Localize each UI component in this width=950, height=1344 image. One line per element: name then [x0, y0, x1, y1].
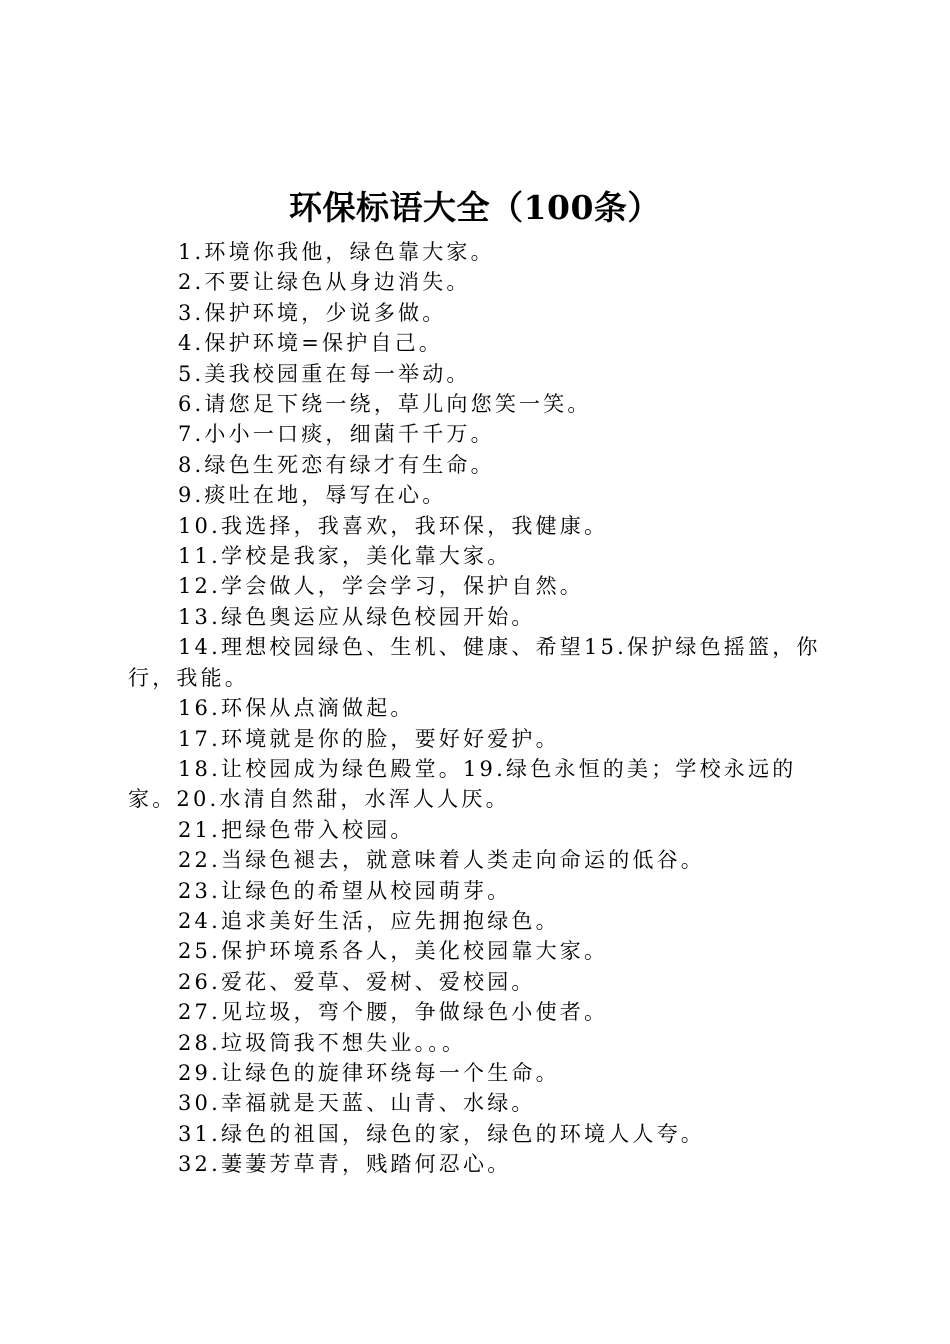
slogan-paragraph: 17.环境就是你的脸，要好好爱护。	[178, 726, 560, 751]
slogan-paragraph: 24.追求美好生活，应先拥抱绿色。	[178, 908, 560, 933]
slogan-paragraph: 32.萋萋芳草青，贱踏何忍心。	[178, 1152, 512, 1177]
slogan-paragraph: 12.学会做人，学会学习，保护自然。	[178, 574, 584, 599]
slogan-paragraph: 6.请您足下绕一绕，草儿向您笑一笑。	[178, 392, 592, 417]
slogan-paragraph: 26.爱花、爱草、爱树、爱校园。	[178, 969, 536, 994]
slogan-paragraph: 21.把绿色带入校园。	[178, 817, 415, 842]
slogan-paragraph: 1.环境你我他，绿色靠大家。	[178, 240, 495, 264]
slogan-paragraph: 31.绿色的祖国，绿色的家，绿色的环境人人夸。	[178, 1121, 705, 1146]
slogan-paragraph: 5.美我校园重在每一举动。	[178, 361, 471, 386]
slogan-paragraph: 18.让校园成为绿色殿堂。19.绿色永恒的美；学校永远的家。20.水清自然甜，水浑人人厌。	[128, 756, 797, 812]
slogan-paragraph: 23.让绿色的希望从校园萌芽。	[178, 878, 512, 903]
slogan-paragraph: 16.环保从点滴做起。	[178, 696, 415, 721]
slogan-paragraph: 29.让绿色的旋律环绕每一个生命。	[178, 1060, 560, 1085]
slogan-paragraph: 10.我选择，我喜欢，我环保，我健康。	[178, 513, 609, 538]
slogan-paragraph: 11.学校是我家，美化靠大家。	[178, 544, 512, 569]
slogan-paragraph: 8.绿色生死恋有绿才有生命。	[178, 452, 495, 477]
document-body	[128, 237, 830, 1180]
slogan-paragraph: 4.保护环境=保护自己。	[178, 331, 444, 356]
slogan-paragraph: 7.小小一口痰，细菌千千万。	[178, 422, 495, 447]
slogan-paragraph: 25.保护环境系各人，美化校园靠大家。	[178, 939, 609, 964]
slogan-paragraph: 28.垃圾筒我不想失业。。。	[178, 1030, 467, 1055]
slogan-paragraph: 14.理想校园绿色、生机、健康、希望15.保护绿色摇篮，你行，我能。	[128, 635, 821, 690]
slogan-paragraph: 27.见垃圾，弯个腰，争做绿色小使者。	[178, 1000, 609, 1025]
document-title: 环保标语大全（100条）	[289, 188, 661, 227]
slogan-paragraph: 22.当绿色褪去，就意味着人类走向命运的低谷。	[178, 848, 705, 873]
slogan-paragraph: 13.绿色奥运应从绿色校园开始。	[178, 604, 536, 629]
slogan-paragraph: 3.保护环境，少说多做。	[178, 300, 447, 325]
slogan-paragraph: 30.幸福就是天蓝、山青、水绿。	[178, 1091, 536, 1116]
slogan-paragraph: 2.不要让绿色从身边消失。	[178, 270, 471, 295]
slogan-paragraph: 9.痰吐在地，辱写在心。	[178, 483, 447, 508]
